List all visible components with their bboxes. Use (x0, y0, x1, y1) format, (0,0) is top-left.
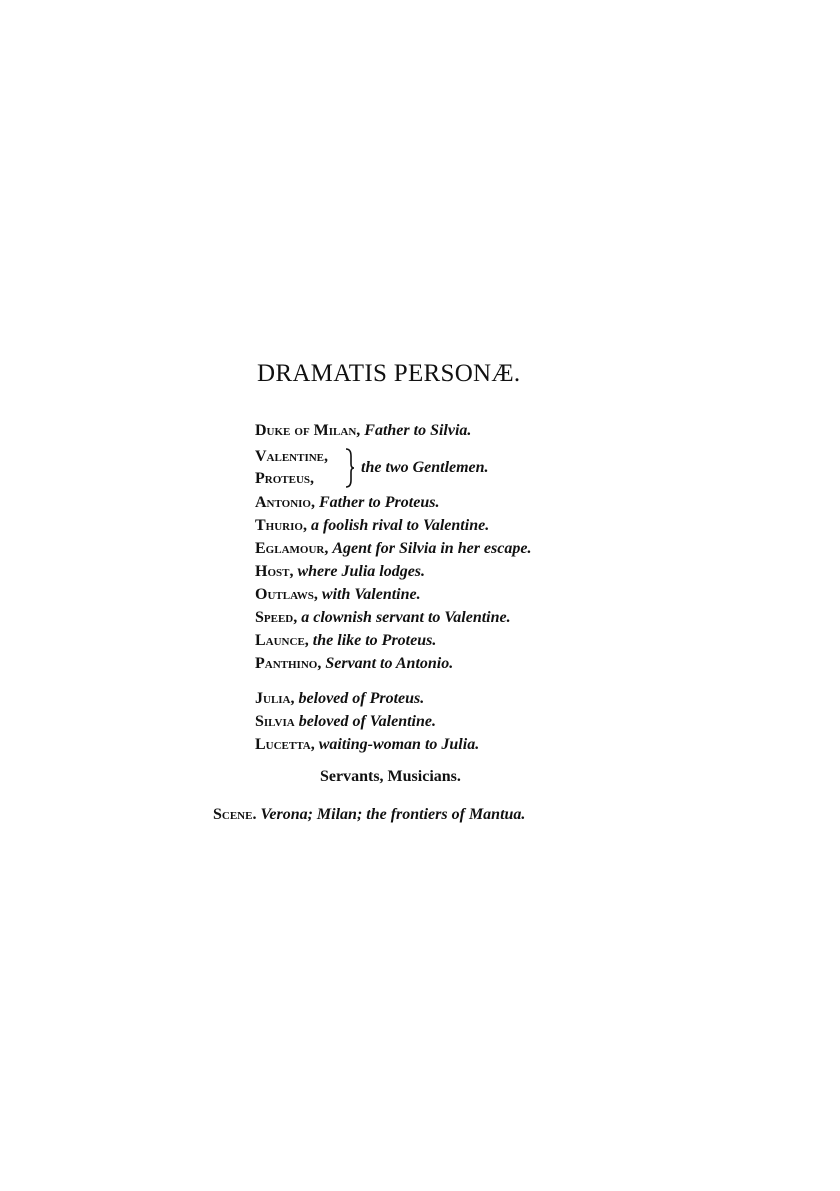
person-name: Julia, (255, 690, 295, 707)
person-name: Host, (255, 563, 294, 580)
person-entry (255, 517, 489, 535)
person-description: with Valentine. (321, 586, 421, 603)
scene-places: Verona; Milan; the frontiers of Mantua. (260, 806, 526, 823)
person-name: Panthino, (255, 655, 322, 672)
page-title: DRAMATIS PERSONÆ. (257, 360, 521, 387)
person-name: Eglamour, (255, 540, 329, 557)
person-name: Speed, (255, 609, 298, 626)
person-description: Servant to Antonio. (325, 655, 454, 672)
person-description: beloved of Proteus. (298, 690, 425, 707)
person-description: a clownish servant to Valentine. (301, 609, 511, 626)
person-name: Launce, (255, 632, 309, 649)
person-entry (255, 563, 425, 581)
person-description: where Julia lodges. (297, 563, 426, 580)
person-name: Outlaws, (255, 586, 318, 603)
servants-line: Servants, Musicians. (320, 768, 461, 785)
person-entry (255, 609, 511, 627)
brace-icon (345, 448, 355, 488)
person-entry (255, 422, 471, 440)
person-description: the like to Proteus. (312, 632, 437, 649)
person-name-proteus: Proteus, (255, 470, 315, 487)
person-description: Father to Silvia. (364, 422, 472, 439)
person-entry (255, 690, 424, 708)
person-entry (255, 586, 421, 604)
person-name: Antonio, (255, 494, 315, 511)
person-description: waiting-woman to Julia. (318, 736, 480, 753)
person-name: Thurio, (255, 517, 307, 534)
person-name: Duke of Milan, (255, 422, 361, 439)
person-name: Silvia (255, 713, 295, 730)
person-name-valentine: Valentine, (255, 448, 329, 465)
person-description: a foolish rival to Valentine. (310, 517, 490, 534)
person-entry (255, 713, 436, 731)
person-entry (255, 655, 453, 673)
person-entry (255, 494, 439, 512)
gentlemen-description: the two Gentlemen. (361, 459, 489, 476)
person-description: Father to Proteus. (318, 494, 440, 511)
scene-label: Scene. (213, 806, 257, 823)
person-entry (255, 540, 531, 558)
person-entry (255, 632, 436, 650)
scene-line (213, 806, 525, 824)
person-name: Lucetta, (255, 736, 315, 753)
person-description: Agent for Silvia in her escape. (332, 540, 532, 557)
person-entry (255, 736, 479, 754)
person-description: beloved of Valentine. (298, 713, 436, 730)
